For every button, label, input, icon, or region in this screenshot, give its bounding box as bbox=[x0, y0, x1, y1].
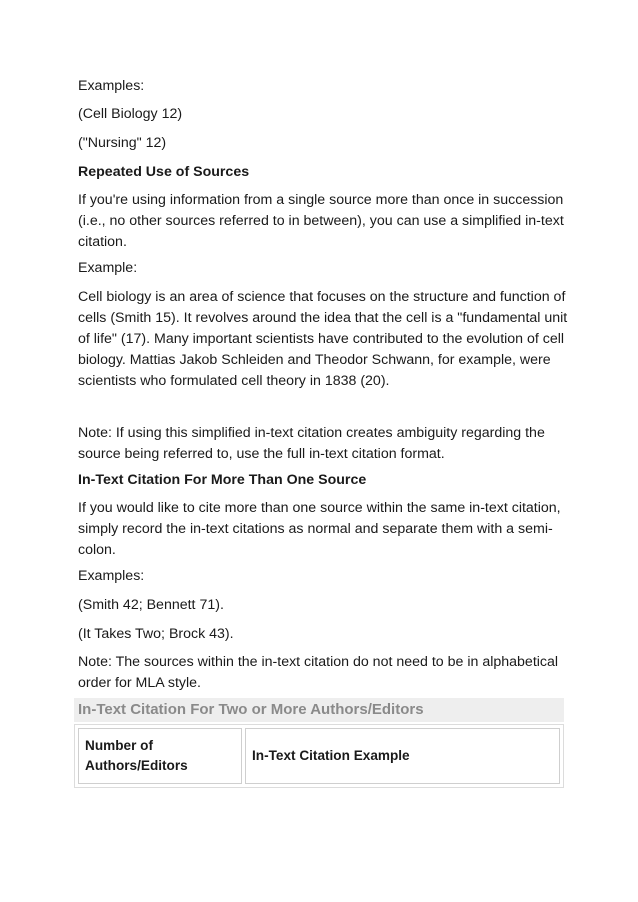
example-cell-biology: (Cell Biology 12) bbox=[78, 106, 183, 122]
example-nursing: ("Nursing" 12) bbox=[78, 135, 167, 151]
authors-table bbox=[74, 724, 564, 788]
repeated-use-paragraph: If you're using information from a single source more than once in succession (i.e., no other sources referred to in between), you can use a simplified in-text citation. bbox=[78, 192, 564, 250]
examples-label: Examples: bbox=[78, 78, 145, 94]
note-ambiguity: Note: If using this simplified in-text citation creates ambiguity regarding the source being referred to, use the full in-text citation format. bbox=[78, 425, 545, 462]
section-title: In-Text Citation For Two or More Authors/Editors bbox=[78, 701, 424, 718]
example-label: Example: bbox=[78, 260, 138, 276]
example-smith-bennett: (Smith 42; Bennett 71). bbox=[78, 597, 224, 613]
example-it-takes-two: (It Takes Two; Brock 43). bbox=[78, 626, 234, 642]
table-header-citation-example: In-Text Citation Example bbox=[245, 728, 560, 784]
examples-label-2: Examples: bbox=[78, 568, 145, 584]
heading-more-than-one-source: In-Text Citation For More Than One Source bbox=[78, 472, 367, 488]
table-header-number-of-authors: Number of Authors/Editors bbox=[78, 728, 242, 784]
heading-repeated-use: Repeated Use of Sources bbox=[78, 164, 250, 180]
example-paragraph: Cell biology is an area of science that focuses on the structure and function of cells (Smith 15). It revolves around the idea that the cell is a "fundamental unit of life" (17). Many important scientists have contributed to the evolution of cell biology. Mattias Jakob Schleiden and Theodor Schwann, for example, were scientists who formulated cell theory in 1838 (20). bbox=[78, 289, 568, 389]
table-header-row bbox=[78, 728, 560, 784]
note-alphabetical: Note: The sources within the in-text citation do not need to be in alphabetical order for MLA style. bbox=[78, 654, 559, 691]
more-than-one-paragraph: If you would like to cite more than one source within the same in-text citation, simply record the in-text citations as normal and separate them with a semi-colon. bbox=[78, 500, 561, 558]
